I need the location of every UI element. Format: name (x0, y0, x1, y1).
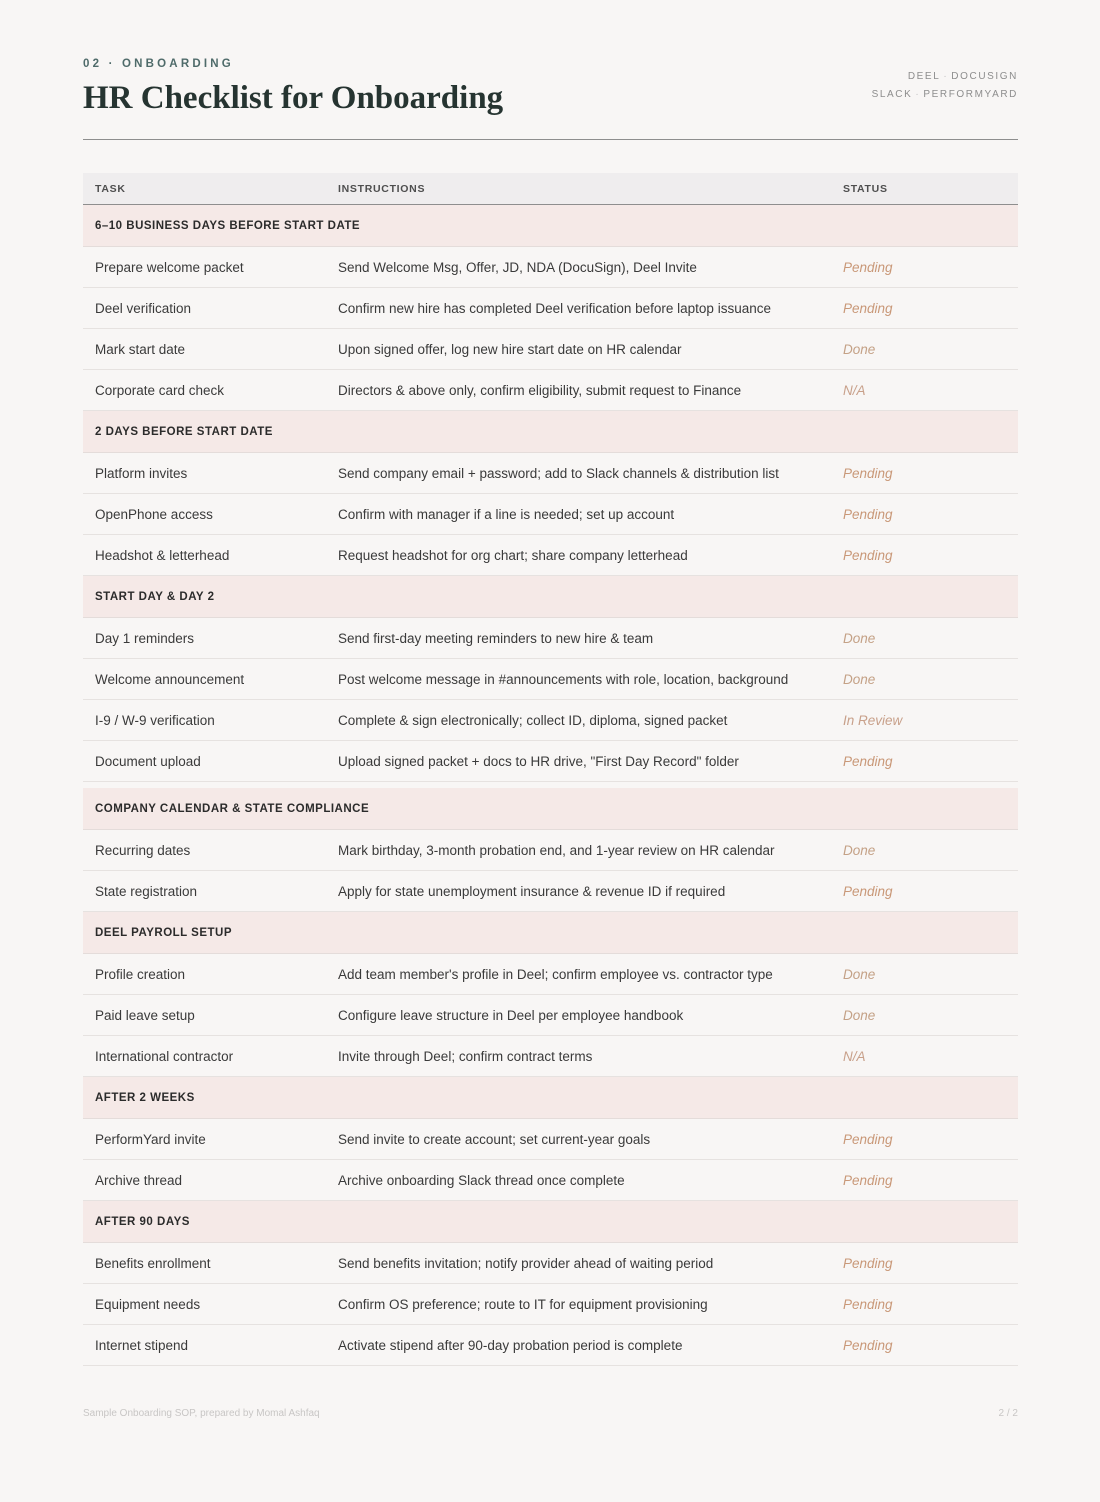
instructions-cell: Configure leave structure in Deel per employee handbook (326, 995, 831, 1036)
tool-name: SLACK (871, 89, 913, 100)
status-cell: N/A (831, 370, 1018, 411)
table-row (83, 830, 1018, 871)
table-row (83, 659, 1018, 700)
instructions-cell: Send benefits invitation; notify provider ahead of waiting period (326, 1243, 831, 1284)
tool-name: PERFORMYARD (923, 89, 1018, 100)
instructions-cell: Invite through Deel; confirm contract terms (326, 1036, 831, 1077)
footer-credit: Sample Onboarding SOP, prepared by Momal Ashfaq (83, 1408, 320, 1419)
table-row (83, 247, 1018, 288)
table-row (83, 741, 1018, 782)
status-cell: In Review (831, 700, 1018, 741)
task-cell: Mark start date (83, 329, 326, 370)
status-cell: Pending (831, 288, 1018, 329)
instructions-cell: Confirm new hire has completed Deel verification before laptop issuance (326, 288, 831, 329)
section-header-row (83, 205, 1018, 247)
task-cell: Corporate card check (83, 370, 326, 411)
table-header (83, 173, 1018, 205)
status-cell: Pending (831, 1119, 1018, 1160)
header-divider (83, 139, 1018, 140)
status-cell: N/A (831, 1036, 1018, 1077)
status-cell: Pending (831, 453, 1018, 494)
status-cell: Done (831, 830, 1018, 871)
instructions-cell: Directors & above only, confirm eligibility, submit request to Finance (326, 370, 831, 411)
table-row (83, 1243, 1018, 1284)
status-cell: Pending (831, 1243, 1018, 1284)
task-cell: Benefits enrollment (83, 1243, 326, 1284)
tool-separator: · (915, 89, 921, 100)
table-row (83, 535, 1018, 576)
task-cell: Platform invites (83, 453, 326, 494)
status-cell: Done (831, 954, 1018, 995)
section-header-row (83, 411, 1018, 453)
table-row (83, 453, 1018, 494)
checklist-table (83, 173, 1018, 1366)
instructions-cell: Confirm with manager if a line is needed; set up account (326, 494, 831, 535)
tools-list (872, 68, 1018, 104)
table-row (83, 370, 1018, 411)
tool-name: DEEL (907, 71, 941, 82)
status-cell: Done (831, 995, 1018, 1036)
tools-line-2 (872, 86, 1018, 104)
status-cell: Pending (831, 494, 1018, 535)
task-cell: Deel verification (83, 288, 326, 329)
table-row (83, 1284, 1018, 1325)
task-cell: International contractor (83, 1036, 326, 1077)
section-title: 6–10 BUSINESS DAYS BEFORE START DATE (83, 205, 1018, 247)
instructions-cell: Send invite to create account; set current-year goals (326, 1119, 831, 1160)
header-row (83, 173, 1018, 205)
task-cell: PerformYard invite (83, 1119, 326, 1160)
instructions-cell: Request headshot for org chart; share company letterhead (326, 535, 831, 576)
table-row (83, 1036, 1018, 1077)
table-row (83, 700, 1018, 741)
section-header-row (83, 1201, 1018, 1243)
tool-name: DOCUSIGN (951, 71, 1018, 82)
task-cell: OpenPhone access (83, 494, 326, 535)
tools-line-1 (872, 68, 1018, 86)
section-header-row (83, 788, 1018, 830)
eyebrow-label: 02 · ONBOARDING (83, 58, 234, 70)
table-row (83, 871, 1018, 912)
task-cell: Document upload (83, 741, 326, 782)
section-header-row (83, 576, 1018, 618)
instructions-cell: Activate stipend after 90-day probation period is complete (326, 1325, 831, 1366)
section-title: AFTER 90 DAYS (83, 1201, 1018, 1243)
status-cell: Done (831, 329, 1018, 370)
status-cell: Pending (831, 247, 1018, 288)
instructions-cell: Upload signed packet + docs to HR drive, "First Day Record" folder (326, 741, 831, 782)
section-title: DEEL PAYROLL SETUP (83, 912, 1018, 954)
table-row (83, 995, 1018, 1036)
instructions-cell: Send Welcome Msg, Offer, JD, NDA (DocuSign), Deel Invite (326, 247, 831, 288)
task-cell: Welcome announcement (83, 659, 326, 700)
section-title: 2 DAYS BEFORE START DATE (83, 411, 1018, 453)
task-cell: Archive thread (83, 1160, 326, 1201)
task-cell: Paid leave setup (83, 995, 326, 1036)
section-title: COMPANY CALENDAR & STATE COMPLIANCE (83, 788, 1018, 830)
task-cell: Headshot & letterhead (83, 535, 326, 576)
column-header-instructions: INSTRUCTIONS (326, 173, 831, 205)
table-row (83, 1325, 1018, 1366)
instructions-cell: Send first-day meeting reminders to new hire & team (326, 618, 831, 659)
table-row (83, 494, 1018, 535)
section-title: AFTER 2 WEEKS (83, 1077, 1018, 1119)
page-number: 2 / 2 (998, 1408, 1018, 1419)
task-cell: I-9 / W-9 verification (83, 700, 326, 741)
section-title: START DAY & DAY 2 (83, 576, 1018, 618)
status-cell: Pending (831, 741, 1018, 782)
status-cell: Pending (831, 871, 1018, 912)
task-cell: State registration (83, 871, 326, 912)
table-row (83, 1119, 1018, 1160)
table-row (83, 954, 1018, 995)
task-cell: Recurring dates (83, 830, 326, 871)
status-cell: Pending (831, 1325, 1018, 1366)
status-cell: Done (831, 659, 1018, 700)
status-cell: Pending (831, 1160, 1018, 1201)
instructions-cell: Add team member's profile in Deel; confirm employee vs. contractor type (326, 954, 831, 995)
tool-separator: · (943, 71, 949, 82)
section-header-row (83, 912, 1018, 954)
instructions-cell: Archive onboarding Slack thread once complete (326, 1160, 831, 1201)
status-cell: Pending (831, 535, 1018, 576)
task-cell: Profile creation (83, 954, 326, 995)
task-cell: Internet stipend (83, 1325, 326, 1366)
task-cell: Equipment needs (83, 1284, 326, 1325)
instructions-cell: Confirm OS preference; route to IT for equipment provisioning (326, 1284, 831, 1325)
status-cell: Done (831, 618, 1018, 659)
table-body (83, 205, 1018, 1366)
table-row (83, 288, 1018, 329)
task-cell: Prepare welcome packet (83, 247, 326, 288)
instructions-cell: Upon signed offer, log new hire start date on HR calendar (326, 329, 831, 370)
column-header-status: STATUS (831, 173, 1018, 205)
task-cell: Day 1 reminders (83, 618, 326, 659)
status-cell: Pending (831, 1284, 1018, 1325)
column-header-task: TASK (83, 173, 326, 205)
table-row (83, 618, 1018, 659)
instructions-cell: Complete & sign electronically; collect ID, diploma, signed packet (326, 700, 831, 741)
instructions-cell: Mark birthday, 3-month probation end, and 1-year review on HR calendar (326, 830, 831, 871)
page-title: HR Checklist for Onboarding (83, 80, 504, 116)
section-header-row (83, 1077, 1018, 1119)
table-row (83, 1160, 1018, 1201)
instructions-cell: Send company email + password; add to Slack channels & distribution list (326, 453, 831, 494)
table-row (83, 329, 1018, 370)
instructions-cell: Apply for state unemployment insurance & revenue ID if required (326, 871, 831, 912)
instructions-cell: Post welcome message in #announcements with role, location, background (326, 659, 831, 700)
